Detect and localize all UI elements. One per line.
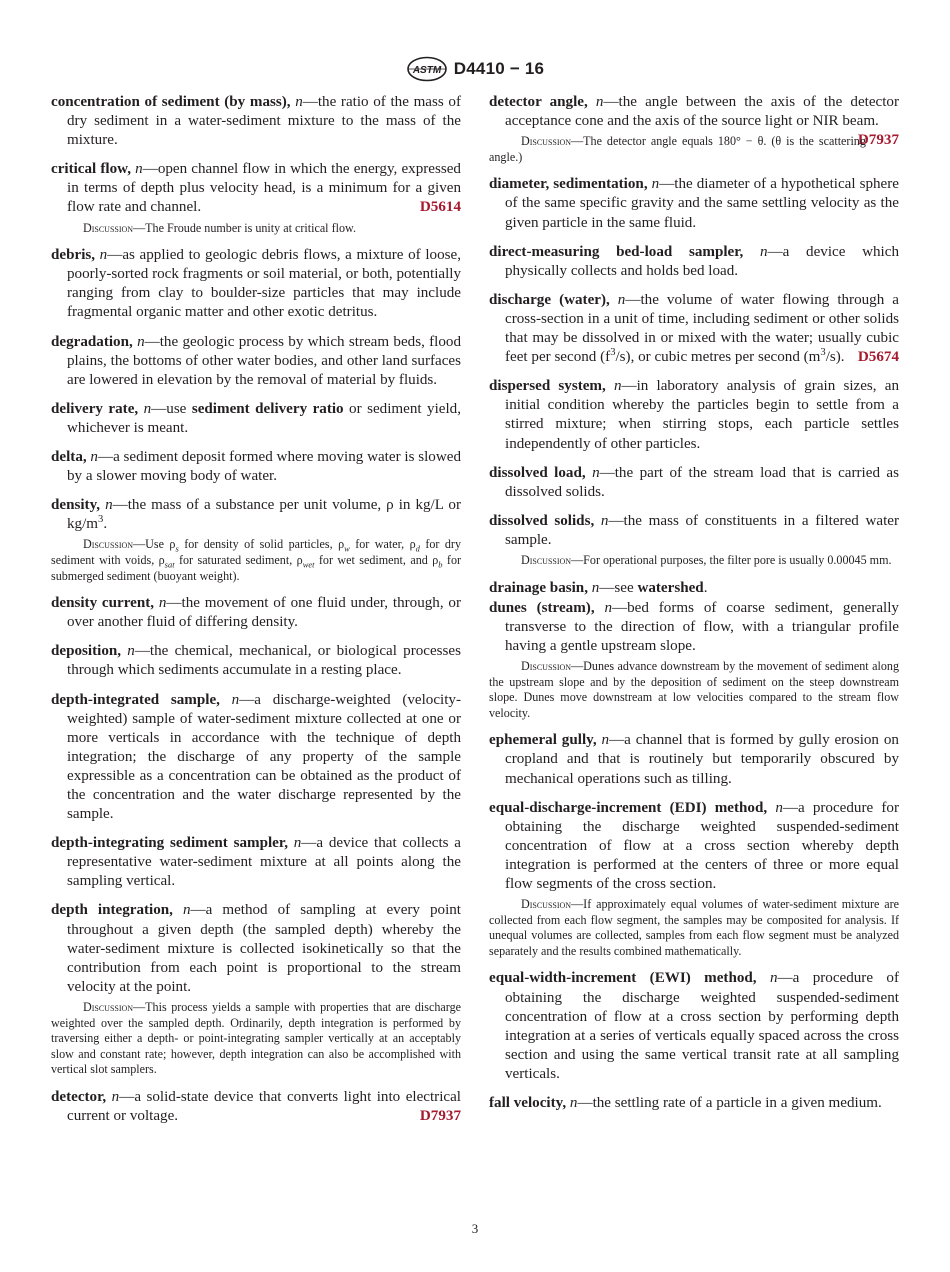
- definition: —a channel that is formed by gully erosion on cropland and that is routinely but temporarily obscured by mechanical operations such as tilling.: [505, 732, 899, 787]
- page-number: 3: [471, 1221, 479, 1236]
- definition: —a procedure of obtaining the discharge weighted suspended-sediment concentration of flow at a cross section by performing depth integration at a series of verticals equally spaced across the cross section and using the same vertical transit rate at all sampling verticals.: [505, 970, 899, 1082]
- entry-delta: delta, n—a sediment deposit formed where moving water is slowed by a slower moving body of water.: [51, 449, 461, 485]
- entry-detector-angle: detector angle, n—the angle between the axis of the detector acceptance cone and the axis of the source light or NIR beam. D7937 Discussion—The detector angle equals 180° − θ. (θ is the scattering angle.): [489, 94, 900, 164]
- term: density,: [51, 497, 101, 514]
- discussion: Discussion—The detector angle equals 180° − θ. (θ is the scattering angle.): [489, 134, 866, 164]
- entry-ephemeral-gully: ephemeral gully, n—a channel that is formed by gully erosion on cropland and that is routinely but temporarily obscured by mechanical operations such as tilling.: [489, 732, 899, 787]
- definition: —a solid-state device that converts light into electrical current or voltage.: [67, 1088, 461, 1124]
- left-column: [51, 93, 461, 1136]
- standard-reference: D5614: [419, 199, 461, 216]
- term: direct-measuring bed-load sampler,: [489, 243, 744, 260]
- term: drainage basin,: [489, 579, 588, 596]
- entry-debris: debris, n—as applied to geologic debris flows, a mixture of loose, poorly-sorted rock fragments or soil material, or both, potentially ranging from clay to boulder-size particles that may include fragmental organic matter and other exotic detritus.: [51, 247, 462, 321]
- definition: —a method of sampling at every point throughout a given depth (the sampled depth) whereby the water-sediment mixture is collected isokinetically so that the contribution from each point is proportional to the stream velocity at the point.: [67, 902, 461, 995]
- definition: —bed forms of coarse sediment, generally transverse to the direction of flow, with a triangular profile having a gentle upstream slope.: [505, 599, 899, 654]
- entry-depth-integrated-sample: depth-integrated sample, n—a discharge-weighted (velocity-weighted) sample of water-sediment mixture collected at one or more verticals in accordance with the technique of depth integration; the discharge of any property of the sample expressible as a concentration can be obtained as the product of the concentration and the water discharge represented by the sample.: [51, 691, 461, 823]
- term: dissolved load,: [489, 464, 586, 481]
- term: concentration of sediment (by mass),: [51, 94, 291, 110]
- definition: —a procedure for obtaining the discharge weighted suspended-sediment concentration of flow at a cross section whereby depth integration is performed at the centers of three or more equal flow segments of the cross section.: [505, 799, 899, 892]
- entry-detector: detector, n—a solid-state device that converts light into electrical current or voltage. D7937: [51, 1088, 461, 1126]
- term: critical flow,: [51, 161, 132, 178]
- discussion: Discussion—For operational purposes, the filter pore is usually 0.00045 mm.: [521, 552, 892, 567]
- definition: —in laboratory analysis of grain sizes, an initial condition whereby the particles begin to settle from a stirred mixture; when stirring stops, each particle settles independently of other particles.: [505, 378, 899, 452]
- entry-equal-discharge-increment: equal-discharge-increment (EDI) method, n—a procedure for obtaining the discharge weighted suspended-sediment concentration of flow at a cross section whereby depth integration is performed at the centers of three or more equal flow segments of the cross section. Discussion—If approximately equal volumes of water-sediment mixture are collected from each flow segment, the samples may be composited for analysis. If unequal volumes are collected, samples from each flow segment must be analyzed separately and the results combined mathematically.: [489, 799, 899, 958]
- term: depth integration,: [51, 902, 173, 919]
- standard-reference: D5674: [857, 349, 899, 366]
- term: discharge (water),: [489, 291, 610, 308]
- term: dispersed system,: [489, 378, 606, 395]
- definition: —a sediment deposit formed where moving water is slowed by a slower moving body of water.: [67, 449, 461, 485]
- definition: —a device that collects a representative water-sediment mixture at all points along the sampling vertical.: [67, 835, 461, 890]
- entry-direct-measuring-bed-load-sampler: direct-measuring bed-load sampler, n—a device which physically collects and holds bed load.: [489, 243, 899, 279]
- definition: —the ratio of the mass of dry sediment in a water-sediment mixture to the mass of the mixture.: [67, 94, 461, 149]
- term: degradation,: [51, 333, 133, 350]
- term: dissolved solids,: [489, 512, 595, 529]
- term: detector angle,: [489, 94, 588, 110]
- term: ephemeral gully,: [489, 732, 597, 749]
- term: delivery rate,: [51, 400, 139, 417]
- logo-text: ASTM: [412, 65, 441, 76]
- entry-degradation: degradation, n—the geologic process by which stream beds, flood plains, the bottoms of other water bodies, and other land surfaces are lowered in elevation by the removal of material by fluids.: [51, 333, 462, 388]
- term: diameter, sedimentation,: [489, 176, 648, 193]
- term: equal-width-increment (EWI) method,: [489, 970, 757, 987]
- definition: —the angle between the axis of the detector acceptance cone and the axis of the source light or NIR beam.: [505, 94, 900, 130]
- astm-logo-icon: [406, 56, 448, 82]
- term: dunes (stream),: [489, 599, 595, 616]
- page-header: [0, 56, 950, 82]
- entry-deposition: deposition, n—the chemical, mechanical, or biological processes through which sediments accumulate in a resting place.: [51, 643, 461, 679]
- entry-delivery-rate: delivery rate, n—use sediment delivery ratio or sediment yield, whichever is meant.: [51, 400, 461, 436]
- entry-dispersed-system: dispersed system, n—in laboratory analysis of grain sizes, an initial condition whereby the particles begin to settle from a stirred mixture; when stirring stops, each particle settles independently of other particles.: [489, 378, 899, 452]
- discussion: Discussion—This process yields a sample with properties that are discharge weighted over the sampled depth. Ordinarily, depth integration is performed by traversing either a depth- or point-integrating sampler vertically at an acceptably slow and constant rate; however, depth integration can also be accomplished with vertical slot samplers.: [51, 999, 461, 1077]
- cross-reference: sediment delivery ratio: [191, 400, 344, 417]
- term: depth-integrating sediment sampler,: [51, 835, 288, 852]
- entry-critical-flow: critical flow, n—open channel flow in which the energy, expressed in terms of depth plus velocity head, is a minimum for a given flow rate and channel. D5614 Discussion—The Froude number is unity at critical flow.: [51, 161, 461, 235]
- entry-diameter-sedimentation: diameter, sedimentation, n—the diameter of a hypothetical sphere of the same specific gravity and the same settling velocity as the given particle in the same fluid.: [489, 176, 899, 231]
- document-id: D4410 − 16: [453, 59, 545, 78]
- definition: —the mass of constituents in a filtered water sample.: [505, 512, 900, 548]
- entry-density-current: density current, n—the movement of one fluid under, through, or over another fluid of differing density.: [51, 595, 461, 631]
- definition: —as applied to geologic debris flows, a mixture of loose, poorly-sorted rock fragments or soil material, or both, potentially ranging from clay to boulder-size particles that may include fragmental organic matter and other exotic detritus.: [67, 247, 462, 321]
- standard-reference: D7937: [419, 1108, 461, 1124]
- term: delta,: [51, 449, 87, 465]
- right-column: [489, 93, 899, 1123]
- discussion: Discussion—The Froude number is unity at critical flow.: [83, 220, 356, 235]
- term: deposition,: [51, 643, 122, 660]
- term: debris,: [51, 247, 96, 264]
- term: density current,: [51, 595, 155, 612]
- definition: —the chemical, mechanical, or biological processes through which sediments accumulate in a resting place.: [67, 643, 461, 679]
- term: fall velocity,: [489, 1095, 567, 1111]
- definition: —the movement of one fluid under, through, or over another fluid of differing density.: [67, 595, 461, 631]
- entry-dissolved-solids: dissolved solids, n—the mass of constituents in a filtered water sample. Discussion—For operational purposes, the filter pore is usually 0.00045 mm.: [489, 512, 900, 567]
- term: equal-discharge-increment (EDI) method,: [489, 799, 768, 816]
- entry-concentration-of-sediment: concentration of sediment (by mass), n—the ratio of the mass of dry sediment in a water-sediment mixture to the mass of the mixture.: [51, 94, 461, 149]
- definition: —the diameter of a hypothetical sphere of the same specific gravity and the same settling velocity as the given particle in the same fluid.: [505, 176, 899, 231]
- entry-density: density, n—the mass of a substance per unit volume, ρ in kg/L or $kg/m^3$. Discussion—Use $\rho_s$ for density of solid particles, $\rho_w$ for water, $\rho_d$ for dry sediment with voids, $\rho_{sat}$ for saturated sediment, $\rho_{wet}$ for wet sediment, and $\rho_b$ for submerged sediment (buoyant weight).: [51, 497, 462, 583]
- entry-drainage-basin: drainage basin, n—see watershed.: [489, 579, 708, 596]
- entry-dunes-stream: dunes (stream), n—bed forms of coarse sediment, generally transverse to the direction of flow, with a triangular profile having a gentle upstream slope. Discussion—Dunes advance downstream by the movement of sediment along the upstream slope and by the deposition of sediment on the steep downstream slope. Dunes move downstream at low velocities compared to the stream flow velocity.: [489, 599, 899, 720]
- term: detector,: [51, 1088, 107, 1105]
- term: depth-integrated sample,: [51, 691, 220, 708]
- entry-depth-integrating-sediment-sampler: depth-integrating sediment sampler, n—a device that collects a representative water-sediment mixture at all points along the sampling vertical.: [51, 835, 461, 890]
- entry-depth-integration: depth integration, n—a method of sampling at every point throughout a given depth (the sampled depth) whereby the water-sediment mixture is collected isokinetically so that the contribution from each point is proportional to the stream velocity at the point. Discussion—This process yields a sample with properties that are discharge weighted over the sampled depth. Ordinarily, depth integration is performed by traversing either a depth- or point-integrating sampler vertically at an acceptably slow and constant rate; however, depth integration can also be accomplished with vertical slot samplers.: [51, 902, 461, 1077]
- entry-discharge-water: discharge (water), n—the volume of water flowing through a cross-section in a unit of time, including sediment or other solids that may be dissolved in or mixed with the water; usually cubic feet per second $(f^3/s)$, or cubic metres per second $(m^3/s)$. D5674: [489, 291, 899, 367]
- definition: —the part of the stream load that is carried as dissolved solids.: [505, 464, 900, 500]
- definition: —a device which physically collects and holds bed load.: [505, 243, 899, 279]
- entry-equal-width-increment: equal-width-increment (EWI) method, n—a procedure of obtaining the discharge weighted suspended-sediment concentration of flow at a cross section by performing depth integration at a series of verticals equally spaced across the cross section and using the same vertical transit rate at all sampling verticals.: [489, 970, 899, 1082]
- definition: —open channel flow in which the energy, expressed in terms of depth plus velocity head, is a minimum for a given flow rate and channel.: [67, 161, 461, 216]
- definition: —a discharge-weighted (velocity-weighted) sample of water-sediment mixture collected at one or more verticals in accordance with the technique of depth integration; the discharge of any property of the sample expressible as a concentration can be obtained as the product of the concentration and the water discharge represented by the sample.: [67, 691, 461, 823]
- discussion: Discussion—Use $\rho_s$ for density of solid particles, $\rho_w$ for water, $\rho_d$ for dry sediment with voids, $\rho_{sat}$ for saturated sediment, $\rho_{wet}$ for wet sediment, and $\rho_b$ for submerged sediment (buoyant weight).: [51, 537, 462, 583]
- entry-dissolved-load: dissolved load, n—the part of the stream load that is carried as dissolved solids.: [489, 464, 900, 500]
- definition: —the settling rate of a particle in a given medium.: [577, 1095, 882, 1111]
- definition: —the geologic process by which stream beds, flood plains, the bottoms of other water bodies, and other land surfaces are lowered in elevation by the removal of material by fluids.: [67, 333, 462, 388]
- standard-reference: D7937: [857, 132, 899, 149]
- cross-reference: watershed: [637, 579, 704, 596]
- entry-fall-velocity: fall velocity, n—the settling rate of a particle in a given medium.: [489, 1095, 882, 1111]
- discussion: Discussion—If approximately equal volumes of water-sediment mixture are collected from each flow segment, the samples may be composited for analysis. If unequal volumes are collected, samples from each flow segment must be analyzed separately and the results combined mathematically.: [489, 897, 899, 958]
- discussion: Discussion—Dunes advance downstream by the movement of sediment along the upstream slope and by the deposition of sediment on the steep downstream slope. Dunes move downstream at low velocities compared to the stream flow velocity.: [489, 658, 899, 720]
